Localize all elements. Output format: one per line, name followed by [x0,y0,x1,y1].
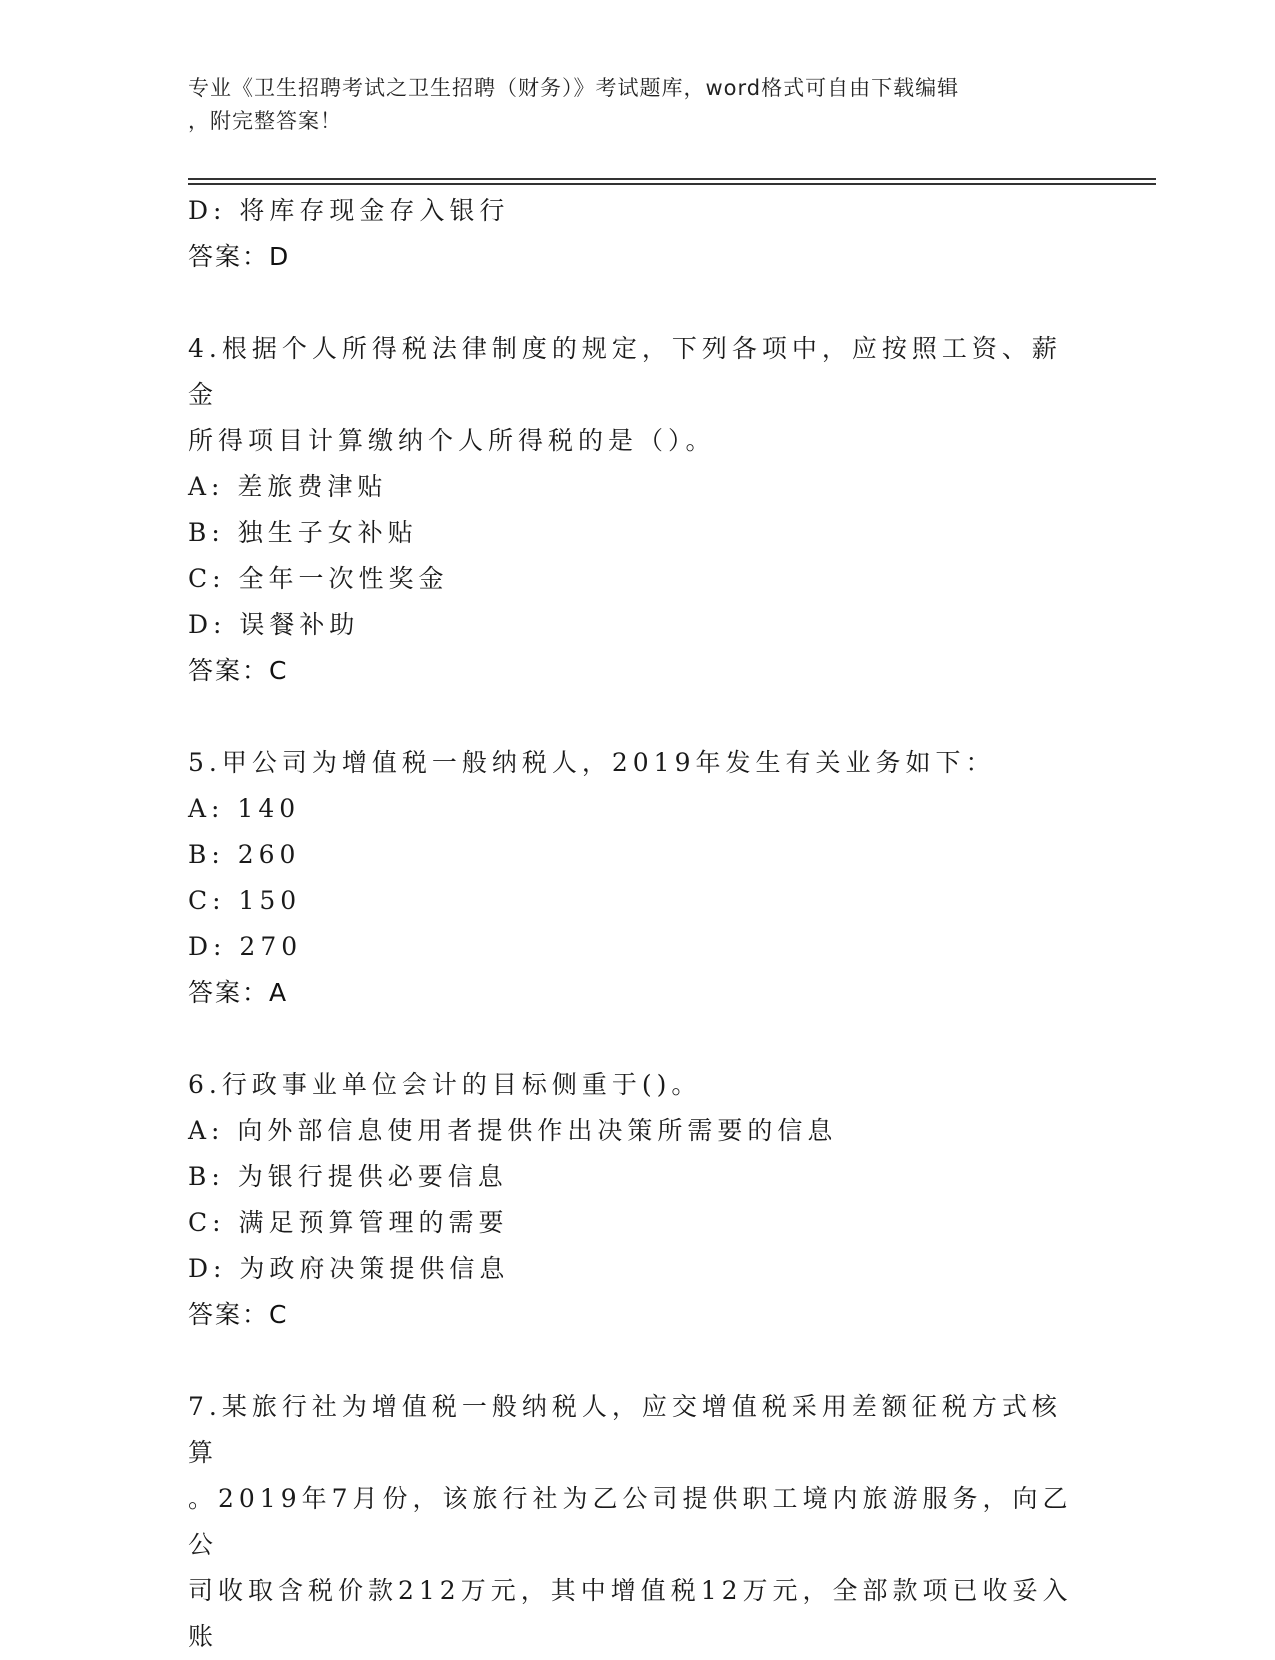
question-5 [188,740,1088,1016]
document-header [188,72,1088,138]
answer: 答案：A [188,978,289,1007]
option-a: A: 向外部信息使用者提供作出决策所需要的信息 [188,1116,838,1145]
question-7 [188,1384,1088,1660]
question-text-cont: 司收取含税价款212万元，其中增值税12万元，全部款项已收妥入账 [188,1576,1073,1651]
option-d: D: 270 [188,932,303,961]
previous-question-tail [188,188,1088,280]
header-line-2: ，附完整答案！ [188,109,342,133]
document-body [188,188,1088,1660]
option-d: D: 误餐补助 [188,610,360,639]
answer: 答案：C [188,656,289,685]
header-line-1: 专业《卫生招聘考试之卫生招聘（财务）》考试题库，word格式可自由下载编辑 [188,76,960,100]
option-b: B: 为银行提供必要信息 [188,1162,508,1191]
option-c: C: 满足预算管理的需要 [188,1208,509,1237]
question-text: 5.甲公司为增值税一般纳税人，2019年发生有关业务如下： [188,748,996,777]
option-a: A: 差旅费津贴 [188,472,388,501]
question-text: 6.行政事业单位会计的目标侧重于()。 [188,1070,702,1099]
option-d: D: 将库存现金存入银行 [188,196,510,225]
option-c: C: 150 [188,886,302,915]
option-c: C: 全年一次性奖金 [188,564,449,593]
option-b: B: 260 [188,840,301,869]
option-d: D: 为政府决策提供信息 [188,1254,510,1283]
question-text-cont: 所得项目计算缴纳个人所得税的是（）。 [188,426,716,455]
question-text: 4.根据个人所得税法律制度的规定，下列各项中，应按照工资、薪金 [188,334,1062,409]
answer: 答案：D [188,242,291,271]
header-rule-top [188,178,1156,180]
option-b: B: 独生子女补贴 [188,518,418,547]
header-rule-bottom [188,183,1156,185]
option-a: A: 140 [188,794,301,823]
question-text-cont: 。2019年7月份，该旅行社为乙公司提供职工境内旅游服务，向乙公 [188,1484,1073,1559]
answer: 答案：C [188,1300,289,1329]
question-4 [188,326,1088,694]
question-6 [188,1062,1088,1338]
question-text: 7.某旅行社为增值税一般纳税人，应交增值税采用差额征税方式核算 [188,1392,1062,1467]
